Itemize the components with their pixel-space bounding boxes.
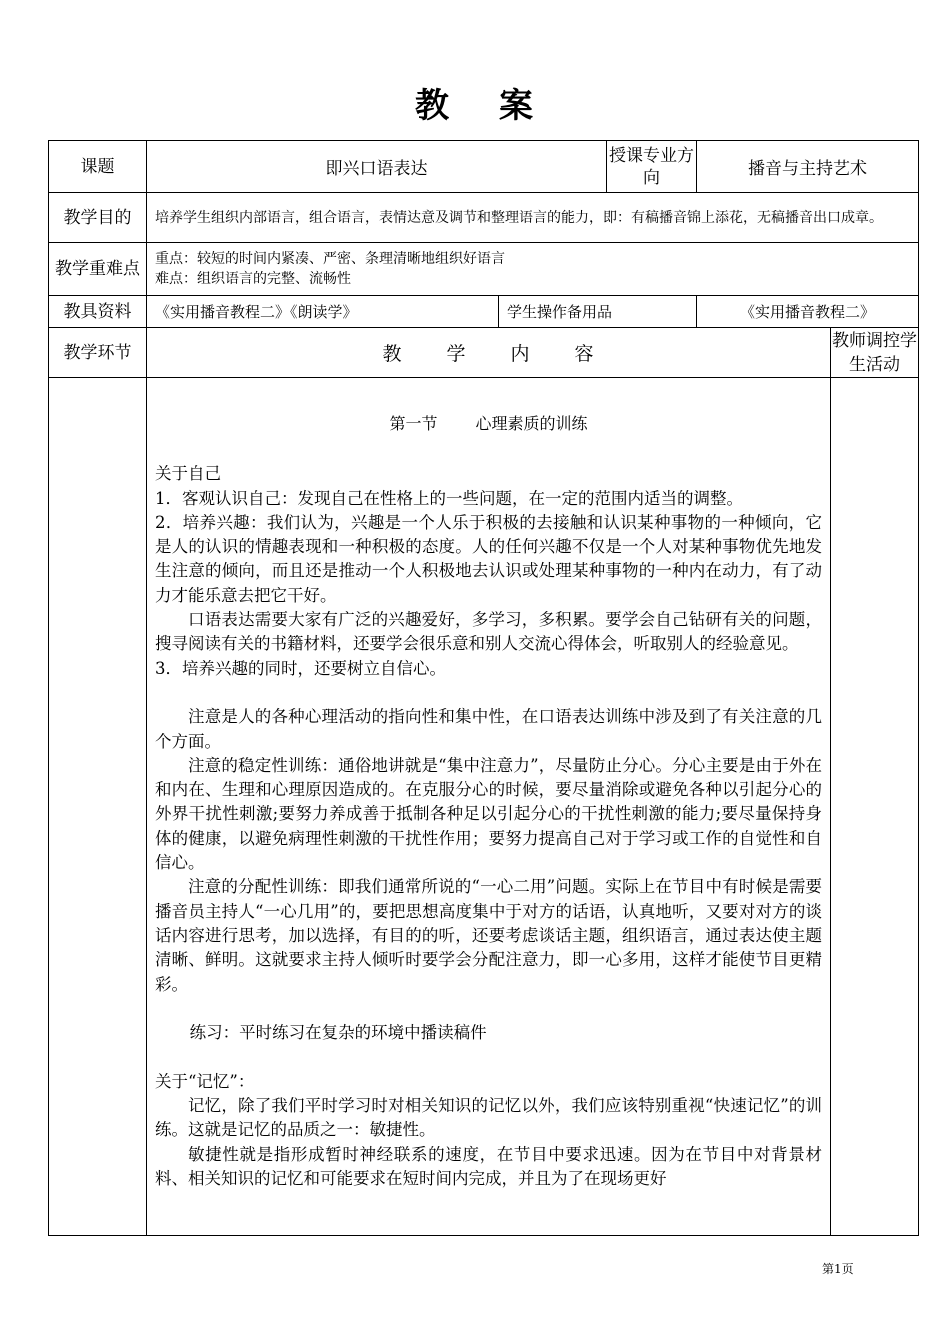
paragraph: 关于“记忆”： xyxy=(155,1071,255,1091)
row-keypoints xyxy=(49,243,919,296)
key-point: 重点：较短的时间内紧凑、严密、条理清晰地组织好语言 xyxy=(155,251,505,267)
teacher-control-label: 教师调控学生活动 xyxy=(831,328,919,378)
content-heading-char: 容 xyxy=(574,343,595,365)
paragraph: 敏捷性就是指形成暂时神经联系的速度，在节目中要求迅速。因为在节目中对背景材料、相关知识的记忆和可能要求在短时间内完成，并且为了在现场更好 xyxy=(155,1144,822,1188)
page-title xyxy=(0,78,950,127)
major-label: 授课专业方向 xyxy=(607,141,697,193)
course-value: 即兴口语表达 xyxy=(147,141,607,193)
row-course xyxy=(49,141,919,193)
page-number: 第1页 xyxy=(822,1262,854,1276)
row-body xyxy=(49,378,919,1236)
teacher-control-column xyxy=(831,378,919,1236)
materials-value: 《实用播音教程二》《朗读学》 xyxy=(147,296,499,328)
content-heading-char: 学 xyxy=(446,343,467,365)
course-label: 课题 xyxy=(49,141,147,193)
keypoints-label: 教学重难点 xyxy=(49,243,147,296)
content-heading xyxy=(147,328,831,378)
section-title: 第一节 心理素质的训练 xyxy=(389,414,588,433)
major-value: 播音与主持艺术 xyxy=(697,141,919,193)
keypoints-cell xyxy=(147,243,919,296)
paragraph: 注意的分配性训练：即我们通常所说的“一心二用”问题。实际上在节目中有时候是需要播音员主持人“一心几用”的，要把思想高度集中于对方的话语，认真地听，又要对对方的谈话内容进行思考，加以选择，有目的的听，还要考虑谈话主题，组织语言，通过表达使主题清晰、鲜明。这就要求主持人倾听时要学会分配注意力，即一心多用，这样才能使节目更精彩。 xyxy=(155,877,822,994)
stage-column xyxy=(49,378,147,1236)
materials-label: 教具资料 xyxy=(49,296,147,328)
lesson-plan-table xyxy=(48,140,919,1236)
objective-text: 培养学生组织内部语言，组合语言，表情达意及调节和整理语言的能力，即：有稿播音锦上添花，无稿播音出口成章。 xyxy=(147,193,919,243)
content-cell xyxy=(147,378,831,1236)
paragraph: 3．培养兴趣的同时，还要树立自信心。 xyxy=(155,658,446,678)
paragraph: 练习：平时练习在复杂的环境中播读稿件 xyxy=(189,1023,487,1043)
row-objective xyxy=(49,193,919,243)
title-char-2: 案 xyxy=(499,86,535,126)
objective-label: 教学目的 xyxy=(49,193,147,243)
paragraph: 注意的稳定性训练：通俗地讲就是“集中注意力”，尽量防止分心。分心主要是由于外在和内在、生理和心理原因造成的。在克服分心的时候，要尽量消除或避免各种以引起分心的外界干扰性刺激;要努力养成善于抵制各种足以引起分心的干扰性刺激的能力;要尽量保持身体的健康，以避免病理性刺激的干扰性作用；要努力提高自己对于学习或工作的自觉性和自信心。 xyxy=(155,755,822,873)
title-char-1: 教 xyxy=(415,86,451,126)
row-stage xyxy=(49,328,919,378)
stage-label: 教学环节 xyxy=(49,328,147,378)
paragraph: 关于自己 xyxy=(155,464,221,484)
content-heading-char: 教 xyxy=(382,343,403,365)
difficult-point: 难点：组织语言的完整、流畅性 xyxy=(155,271,351,287)
paragraph: 口语表达需要大家有广泛的兴趣爱好，多学习，多积累。要学会自己钻研有关的问题，搜寻阅读有关的书籍材料，还要学会很乐意和别人交流心得体会，听取别人的经验意见。 xyxy=(155,610,822,654)
content-heading-char: 内 xyxy=(510,343,531,365)
paragraph: 1．客观认识自己：发现自己在性格上的一些问题，在一定的范围内适当的调整。 xyxy=(155,488,743,508)
student-items-label: 学生操作备用品 xyxy=(499,296,697,328)
paragraph: 2．培养兴趣：我们认为，兴趣是一个人乐于积极的去接触和认识某种事物的一种倾向，它是人的认识的情趣表现和一种积极的态度。人的任何兴趣不仅是一个人对某种事物优先地发生注意的倾向，而且还是推动一个人积极地去认识或处理某种事物的一种内在动力，有了动力才能乐意去把它干好。 xyxy=(155,512,822,605)
paragraph: 注意是人的各种心理活动的指向性和集中性，在口语表达训练中涉及到了有关注意的几个方面。 xyxy=(155,707,822,751)
content-body xyxy=(155,412,822,1191)
row-materials xyxy=(49,296,919,328)
student-items-value: 《实用播音教程二》 xyxy=(697,296,919,328)
paragraph: 记忆，除了我们平时学习时对相关知识的记忆以外，我们应该特别重视“快速记忆”的训练。这就是记忆的品质之一：敏捷性。 xyxy=(155,1096,822,1140)
